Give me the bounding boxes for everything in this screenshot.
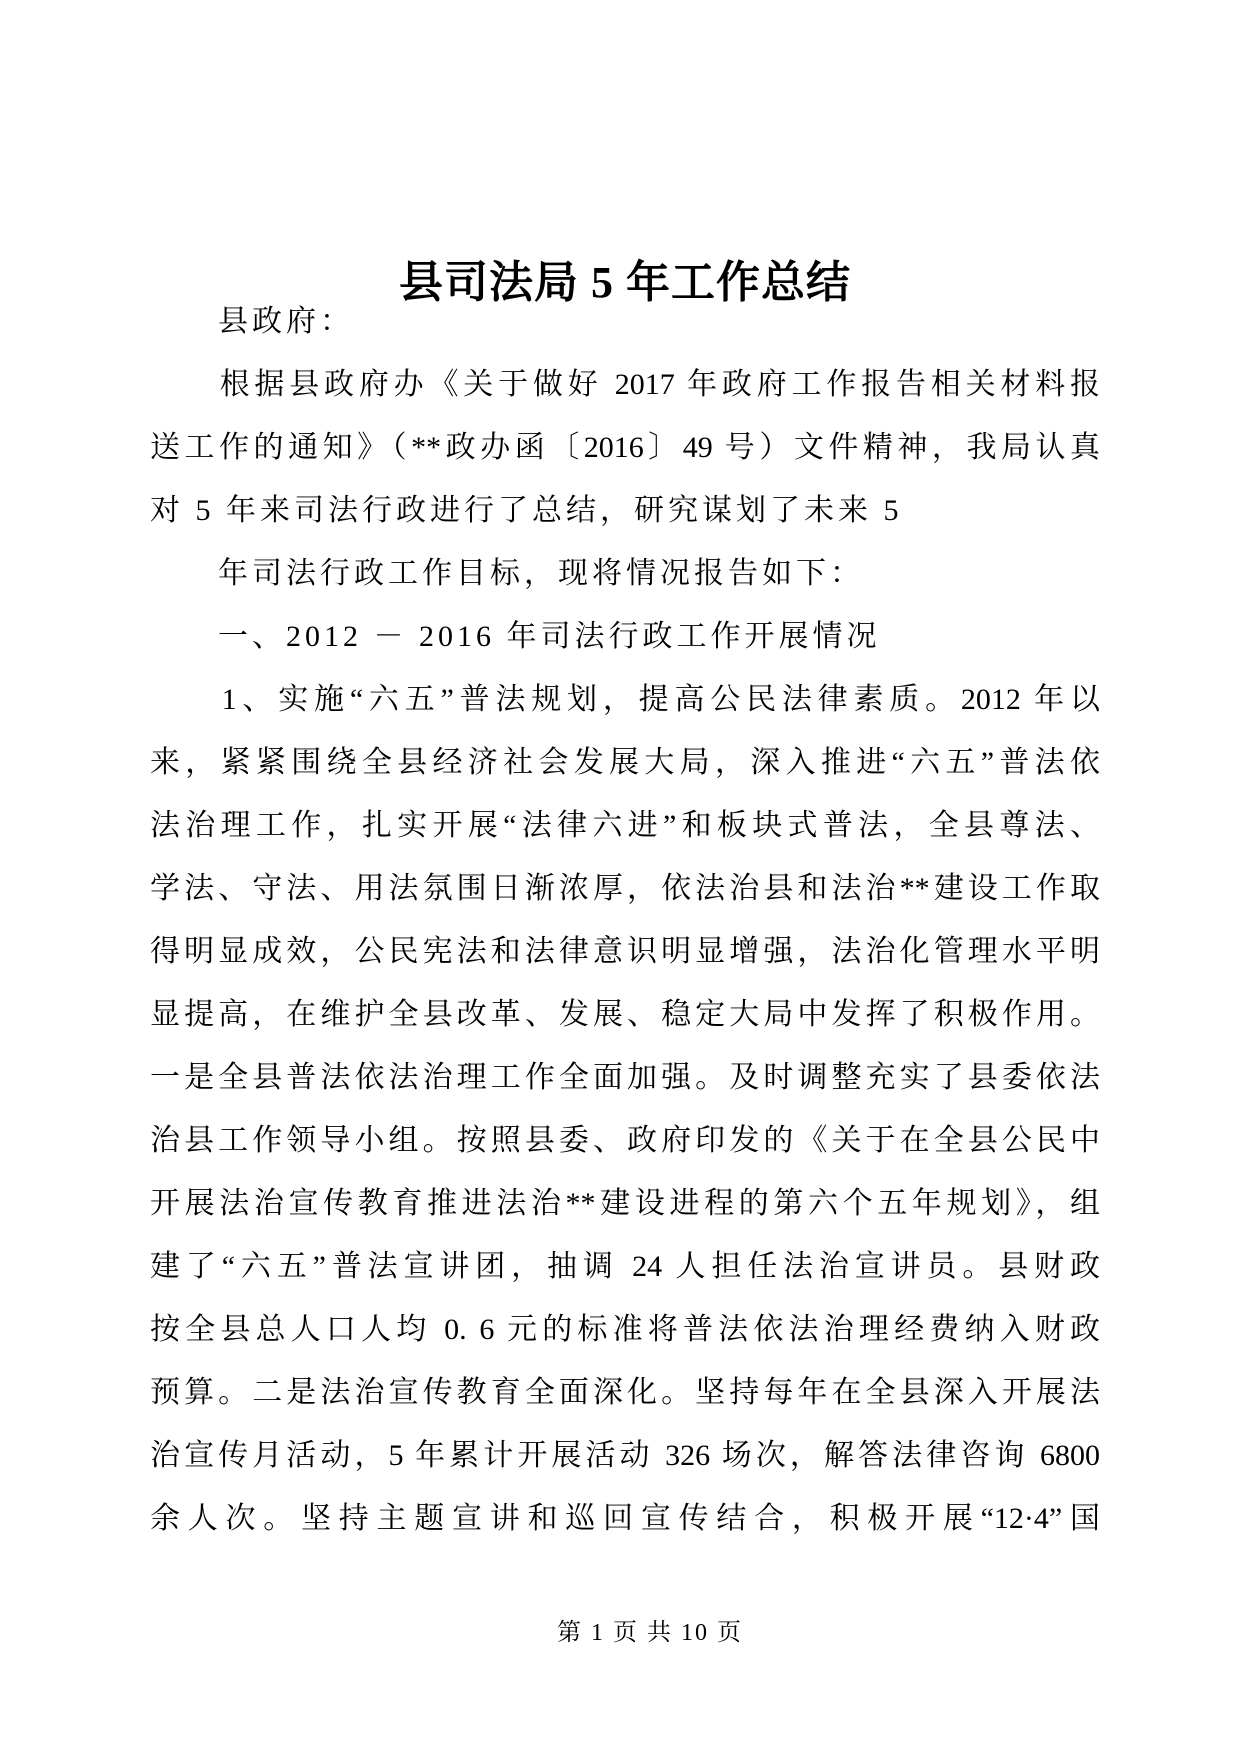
body-line: 治县工作领导小组。按照县委、政府印发的《关于在全县公民中 <box>150 1124 1100 1157</box>
body-line: 学法、守法、用法氛围日渐浓厚，依法治县和法治**建设工作取 <box>150 872 1100 905</box>
body-line: 根据县政府办《关于做好 2017 年政府工作报告相关材料报 <box>150 368 1100 401</box>
body-line: 年司法行政工作目标，现将情况报告如下： <box>150 557 864 590</box>
body-line: 法治理工作，扎实开展“法律六进”和板块式普法，全县尊法、 <box>150 809 1100 842</box>
body-line: 显提高，在维护全县改革、发展、稳定大局中发挥了积极作用。 <box>150 998 1100 1031</box>
body-line: 建了“六五”普法宣讲团，抽调 24 人担任法治宣讲员。县财政 <box>150 1250 1100 1283</box>
body-line: 按全县总人口人均 0. 6 元的标准将普法依法治理经费纳入财政 <box>150 1313 1100 1346</box>
body-line: 送工作的通知》（**政办函〔2016〕49 号）文件精神，我局认真 <box>150 431 1100 464</box>
document-title: 县司法局 5 年工作总结 <box>399 258 851 308</box>
body-line: 开展法治宣传教育推进法治**建设进程的第六个五年规划》，组 <box>150 1187 1100 1220</box>
body-line: 来，紧紧围绕全县经济社会发展大局，深入推进“六五”普法依 <box>150 746 1100 779</box>
body-line: 县政府： <box>150 305 354 338</box>
body-line: 余人次。坚持主题宣讲和巡回宣传结合，积极开展“12·4”国 <box>150 1502 1100 1535</box>
body-line: 一、2012 － 2016 年司法行政工作开展情况 <box>150 620 881 653</box>
document-body <box>150 290 1100 1550</box>
body-line: 对 5 年来司法行政进行了总结，研究谋划了未来 5 <box>150 494 903 527</box>
body-line: 1、实施“六五”普法规划，提高公民法律素质。2012 年以 <box>150 683 1100 716</box>
body-line: 治宣传月活动，5 年累计开展活动 326 场次，解答法律咨询 6800 <box>150 1439 1100 1472</box>
body-line: 得明显成效，公民宪法和法律意识明显增强，法治化管理水平明 <box>150 935 1100 968</box>
page-footer: 第 1 页 共 10 页 <box>557 1620 743 1646</box>
body-line: 一是全县普法依法治理工作全面加强。及时调整充实了县委依法 <box>150 1061 1100 1094</box>
body-line: 预算。二是法治宣传教育全面深化。坚持每年在全县深入开展法 <box>150 1376 1100 1409</box>
